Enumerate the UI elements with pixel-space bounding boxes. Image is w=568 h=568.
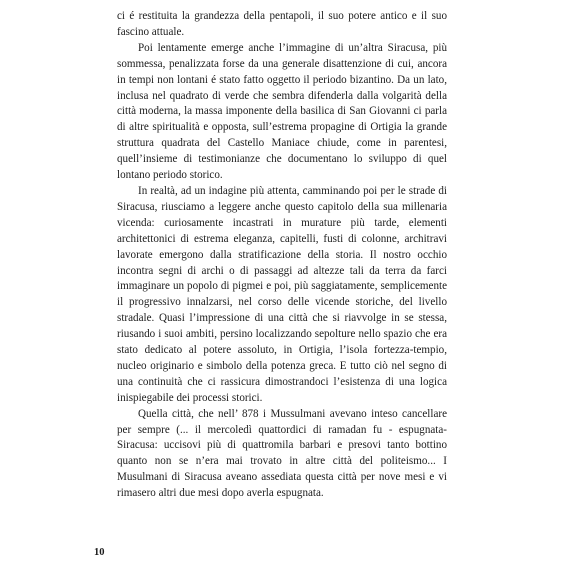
page-number: 10 — [94, 547, 105, 558]
body-text — [117, 9, 447, 502]
paragraph-2: Poi lentamente emerge anche l’immagine di un’altra Siracusa, più sommessa, penalizzata forse da una generale disattenzione di cui, ancora in tempi non lontani é stato fatto oggetto il periodo bizantino. Da un lato, inclusa nel quadrato di verde che sembra difenderla dalla volgarità della città moderna, la massa imponente della basilica di San Giovanni ci parla di altre spiritualità e opposta, sull’estrema propagine di Ortigia la grande struttura quadrata del Castello Maniace chiude, come in parentesi, quell’insieme di testimonianze che documentano lo sviluppo di quel lontano periodo storico. — [117, 41, 447, 182]
paragraph-1: ci é restituita la grandezza della pentapoli, il suo potere antico e il suo fascino attuale. — [117, 10, 447, 38]
paragraph-3: In realtà, ad un indagine più attenta, camminando poi per le strade di Siracusa, riusciamo a leggere anche questo capitolo della sua millenaria vicenda: curiosamente incastrati in murature più tarde, elementi architettonici di estrema eleganza, capitelli, fusti di colonne, architravi lavorate emergono dalla stratificazione della storia. Il nostro occhio incontra segni di archi o di passaggi ad altezze tali da terra da farci immaginare un popolo di pigmei e poi, più saggiatamente, semplicemente il progressivo innalzarsi, nel corso delle vicende storiche, del livello stradale. Quasi l’impressione di una città che si riavvolge in se stessa, riusando i suoi ambiti, persino localizzando sepolture nello spazio che era stato dedicato al potere assoluto, in Ortigia, l’isola fortezza-tempio, nucleo originario e simbolo della potenza greca. E tutto ciò nel segno di una continuità che ci rassicura dimostrandoci l’esistenza di una logica inispiegabile dei processi storici. — [117, 184, 447, 404]
paragraph-4: Quella città, che nell’ 878 i Mussulmani avevano inteso cancellare per sempre (... il mercoledì quattordici di ramadan fu - espugnata- Siracusa: uccisovi più di quattromila barbari e presovi tanto bottino quanto non se n’era mai trovato in altre città del politeismo... I Musulmani di Siracusa aveano assediata questa città per nove mesi e vi rimasero altri due mesi dopo averla espugnata. — [117, 407, 447, 500]
